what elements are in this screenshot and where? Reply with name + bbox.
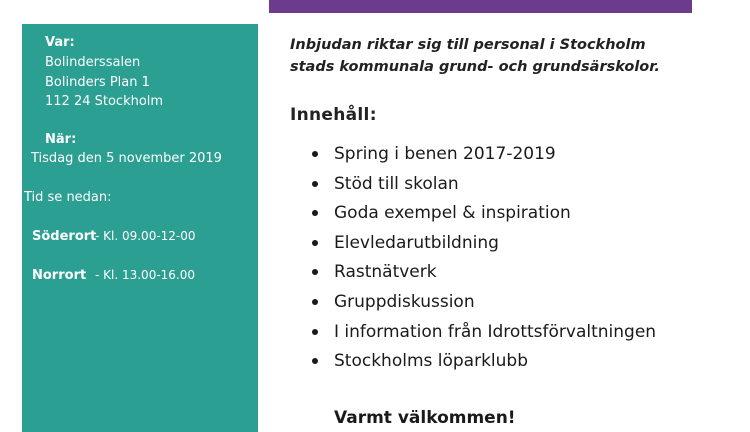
where-label: Var:	[45, 35, 75, 50]
session-time: - Kl. 09.00-12-00	[95, 229, 196, 243]
list-item: Goda exempel & inspiration	[312, 201, 656, 231]
list-item: I information från Idrottsförvaltningen	[312, 320, 656, 350]
contents-list	[312, 142, 656, 379]
time-note: Tid se nedan:	[24, 190, 112, 205]
intro-line: stads kommunala grund- och grundsärskolor.	[290, 59, 660, 75]
list-item: Spring i benen 2017-2019	[312, 142, 656, 172]
header-color-bar	[269, 0, 692, 13]
list-item: Rastnätverk	[312, 260, 656, 290]
venue-city: 112 24 Stockholm	[45, 94, 164, 109]
main-content	[290, 34, 710, 428]
intro-text	[290, 34, 710, 78]
contents-heading: Innehåll:	[290, 105, 377, 125]
venue-street: Bolinders Plan 1	[45, 75, 150, 90]
list-item: Elevledarutbildning	[312, 231, 656, 261]
when-label: När:	[45, 132, 77, 147]
list-item: Stöd till skolan	[312, 172, 656, 202]
session-name: Norrort	[32, 268, 87, 283]
venue-name: Bolinderssalen	[45, 55, 141, 70]
session-name: Söderort	[32, 229, 97, 244]
welcome-text: Varmt välkommen!	[334, 408, 516, 428]
list-item: Stockholms löparklubb	[312, 349, 656, 379]
list-item: Gruppdiskussion	[312, 290, 656, 320]
event-info-panel	[22, 24, 258, 432]
intro-line: Inbjudan riktar sig till personal i Stockholm	[290, 37, 646, 53]
event-date: Tisdag den 5 november 2019	[31, 151, 222, 166]
session-time: - Kl. 13.00-16.00	[95, 268, 196, 282]
